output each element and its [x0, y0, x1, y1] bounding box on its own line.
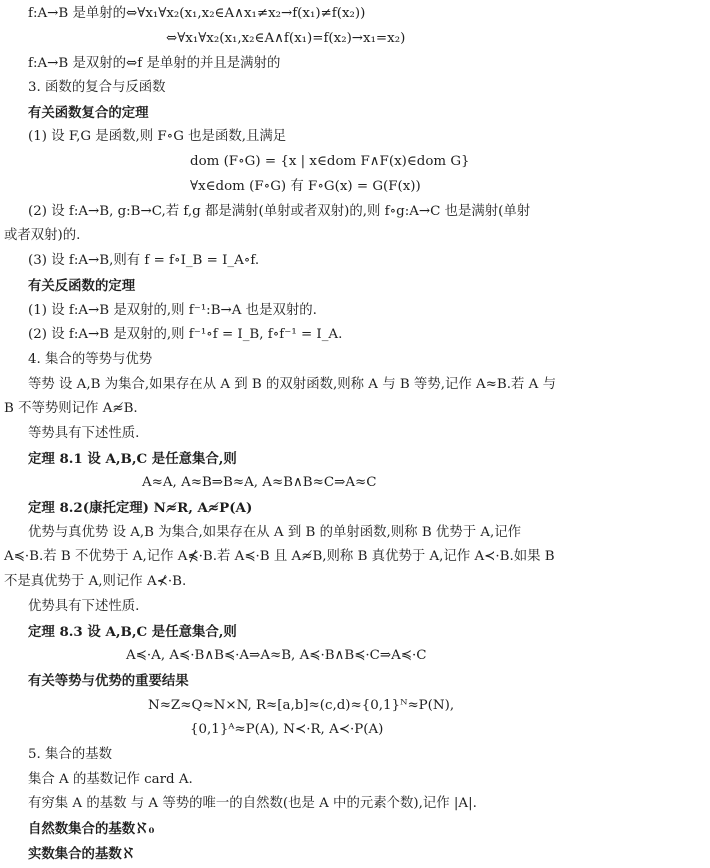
finite-set-cardinality: 有穷集 A 的基数 与 A 等势的唯一的自然数(也是 A 中的元素个数),记作 |A|. — [28, 796, 477, 811]
theorem-8-2-cantor: 定理 8.2(康托定理) N≉R, A≉P(A) — [28, 500, 253, 516]
dominance-definition-line-2: A≼·B.若 B 不优势于 A,记作 A⋠·B.若 A≼·B 且 A≉B,则称 B 真优势于 A,记作 A≺·B.如果 B — [4, 549, 555, 564]
inverse-theorem-1: (1) 设 f:A→B 是双射的,则 f⁻¹:B→A 也是双射的. — [28, 303, 317, 318]
theorem-8-1: 定理 8.1 设 A,B,C 是任意集合,则 — [28, 451, 237, 467]
section-3-heading: 3. 函数的复合与反函数 — [28, 80, 166, 95]
composition-theorem-2-line-1: (2) 设 f:A→B, g:B→C,若 f,g 都是满射(单射或者双射)的,则 f∘g:A→C 也是满射(单射 — [28, 204, 531, 219]
section-4-heading: 4. 集合的等势与优势 — [28, 352, 153, 367]
dominance-definition-line-3: 不是真优势于 A,则记作 A⊀·B. — [4, 574, 187, 589]
composition-theorem-3: (3) 设 f:A→B,则有 f = f∘I_B = I_A∘f. — [28, 253, 260, 268]
inverse-theorems-heading: 有关反函数的定理 — [28, 278, 136, 294]
theorem-8-3: 定理 8.3 设 A,B,C 是任意集合,则 — [28, 624, 237, 640]
injective-definition-line-1: f:A→B 是单射的⇔∀x₁∀x₂(x₁,x₂∈A∧x₁≠x₂→f(x₁)≠f(x₂)) — [28, 6, 366, 21]
natural-numbers-cardinality: 自然数集合的基数ℵ₀ — [28, 821, 155, 837]
cardinality-notation: 集合 A 的基数记作 card A. — [28, 772, 193, 787]
inverse-theorem-2: (2) 设 f:A→B 是双射的,则 f⁻¹∘f = I_B, f∘f⁻¹ = I_A. — [28, 327, 343, 342]
composition-value-formula: ∀x∈dom (F∘G) 有 F∘G(x) = G(F(x)) — [190, 179, 421, 194]
real-numbers-cardinality: 实数集合的基数ℵ — [28, 846, 136, 862]
equipotence-definition-line-2: B 不等势则记作 A≉B. — [4, 401, 138, 416]
theorem-8-1-formula: A≈A, A≈B⇒B≈A, A≈B∧B≈C⇒A≈C — [142, 475, 377, 490]
theorem-8-3-formula: A≼·A, A≼·B∧B≼·A⇒A≈B, A≼·B∧B≼·C⇒A≼·C — [126, 648, 427, 663]
important-results-formula-1: N≈Z≈Q≈N×N, R≈[a,b]≈(c,d)≈{0,1}ᴺ≈P(N), — [148, 698, 455, 713]
important-results-formula-2: {0,1}ᴬ≈P(A), N≺·R, A≺·P(A) — [190, 722, 384, 737]
dominance-definition-line-1: 优势与真优势 设 A,B 为集合,如果存在从 A 到 B 的单射函数,则称 B 优势于 A,记作 — [28, 525, 522, 540]
important-results-heading: 有关等势与优势的重要结果 — [28, 673, 189, 689]
composition-theorem-2-line-2: 或者双射)的. — [4, 228, 81, 243]
bijective-definition: f:A→B 是双射的⇔f 是单射的并且是满射的 — [28, 56, 281, 71]
composition-theorem-1: (1) 设 F,G 是函数,则 F∘G 也是函数,且满足 — [28, 129, 287, 144]
equipotence-properties-intro: 等势具有下述性质. — [28, 426, 140, 441]
section-5-heading: 5. 集合的基数 — [28, 747, 112, 762]
composition-theorems-heading: 有关函数复合的定理 — [28, 105, 149, 121]
injective-definition-line-2: ⇔∀x₁∀x₂(x₁,x₂∈A∧f(x₁)=f(x₂)→x₁=x₂) — [166, 31, 406, 46]
composition-domain-formula: dom (F∘G) = {x | x∈dom F∧F(x)∈dom G} — [190, 154, 470, 169]
dominance-properties-intro: 优势具有下述性质. — [28, 599, 140, 614]
equipotence-definition-line-1: 等势 设 A,B 为集合,如果存在从 A 到 B 的双射函数,则称 A 与 B 等势,记作 A≈B.若 A 与 — [28, 377, 556, 392]
